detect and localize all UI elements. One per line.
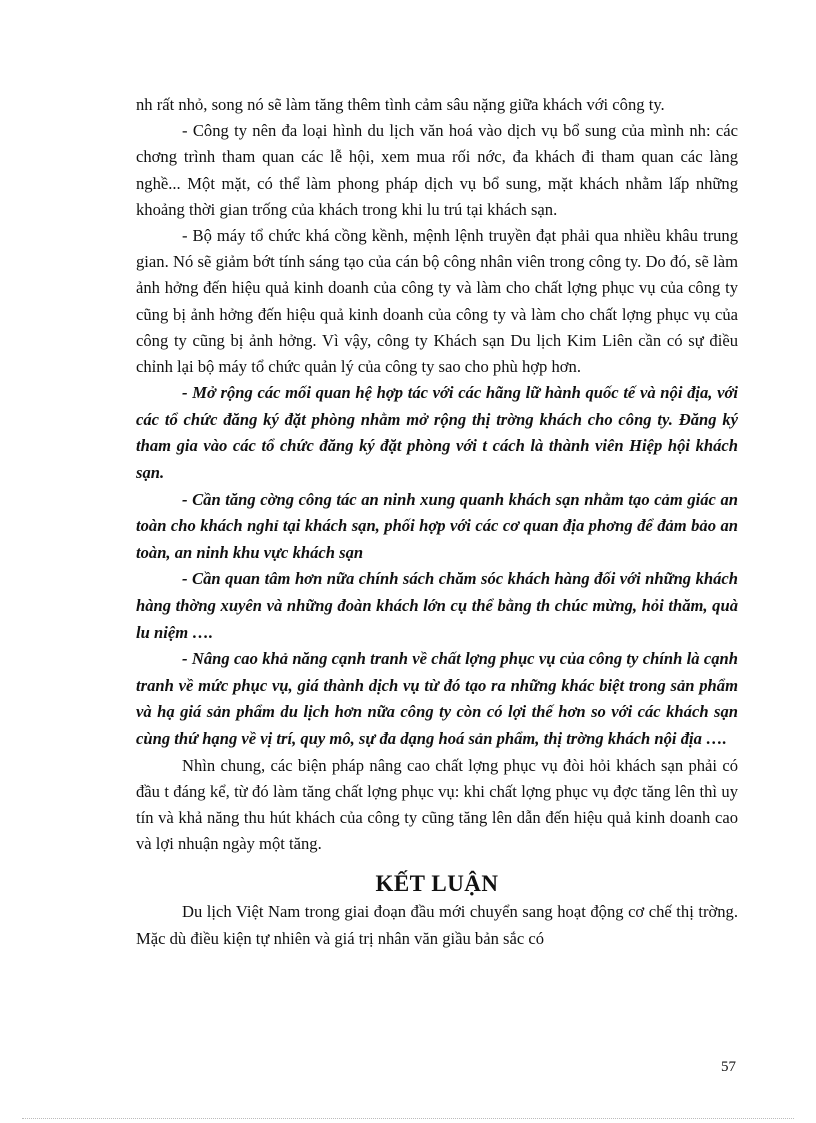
paragraph-expand-partnerships: - Mở rộng các mối quan hệ hợp tác với các hãng lữ hành quốc tế và nội địa, với các tổ chức đăng ký đặt phòng nhằm mở rộng thị trờng khách cho công ty. Đăng ký tham gia vào các tổ chức đăng ký đặt phòng với t cách là thành viên Hiệp hội khách sạn. [136, 383, 738, 483]
paragraph-organization-structure: - Bộ máy tổ chức khá cồng kềnh, mệnh lệnh truyền đạt phải qua nhiều khâu trung gian. Nó sẽ giảm bớt tính sáng tạo của cán bộ công nhân viên trong công ty. Do đó, sẽ làm ảnh hởng đến hiệu quả kinh doanh của công ty và làm cho chất lợng phục vụ của công ty cũng bị ảnh hởng đến hiệu quả kinh doanh của công ty và làm cho chất lợng phục vụ của công ty cũng bị ảnh hởng. Vì vậy, công ty Khách sạn Du lịch Kim Liên cần có sự điều chỉnh lại bộ máy tổ chức quản lý của công ty sao cho phù hợp hơn. [136, 226, 738, 377]
paragraph-security: - Cần tăng cờng công tác an ninh xung quanh khách sạn nhằm tạo cảm giác an toàn cho khách nghỉ tại khách sạn, phối hợp với các cơ quan địa phơng để đảm bảo an toàn, an ninh khu vực khách sạn [136, 489, 738, 562]
footer-divider [22, 1118, 794, 1119]
paragraph-cultural-tourism: - Công ty nên đa loại hình du lịch văn hoá vào dịch vụ bổ sung của mình nh: các chơng trình tham quan các lễ hội, xem mua rối nớc, đa khách đi tham quan các làng nghề... Một mặt, có thể làm phong pháp dịch vụ bổ sung, mặt khách nhằm lấp những khoảng thời gian trống của khách trong khi lu trú tại khách sạn. [136, 121, 738, 219]
paragraph-customer-care: - Cần quan tâm hơn nữa chính sách chăm sóc khách hàng đối với những khách hàng thờng xuyên và những đoàn khách lớn cụ thể bằng th chúc mừng, hỏi thăm, quà lu niệm …. [136, 569, 738, 642]
paragraph-continuation: nh rất nhỏ, song nó sẽ làm tăng thêm tình cảm sâu nặng giữa khách với công ty. [136, 95, 665, 114]
conclusion-heading: KẾT LUẬN [375, 871, 499, 897]
paragraph-competitiveness: - Nâng cao khả năng cạnh tranh về chất lợng phục vụ của công ty chính là cạnh tranh về mức phục vụ, giá thành dịch vụ từ đó tạo ra những khác biệt trong sản phẩm và hạ giá sản phẩm du lịch hơn nữa công ty còn có lợi thế hơn so với các khách sạn cùng thứ hạng về vị trí, quy mô, sự đa dạng hoá sản phẩm, thị trờng khách nội địa …. [136, 649, 738, 748]
page-number: 57 [721, 1059, 736, 1075]
paragraph-conclusion: Du lịch Việt Nam trong giai đoạn đầu mới chuyển sang hoạt động cơ chế thị trờng. Mặc dù điều kiện tự nhiên và giá trị nhân văn giầu bản sắc có [136, 902, 738, 948]
document-body [136, 92, 738, 952]
paragraph-summary: Nhìn chung, các biện pháp nâng cao chất lợng phục vụ đòi hỏi khách sạn phải có đầu t đáng kể, từ đó làm tăng chất lợng phục vụ: khi chất lợng phục vụ đợc tăng lên thì uy tín và khả năng thu hút khách của công ty cũng tăng lên dẫn đến hiệu quả kinh doanh cao và lợi nhuận ngày một tăng. [136, 755, 738, 854]
